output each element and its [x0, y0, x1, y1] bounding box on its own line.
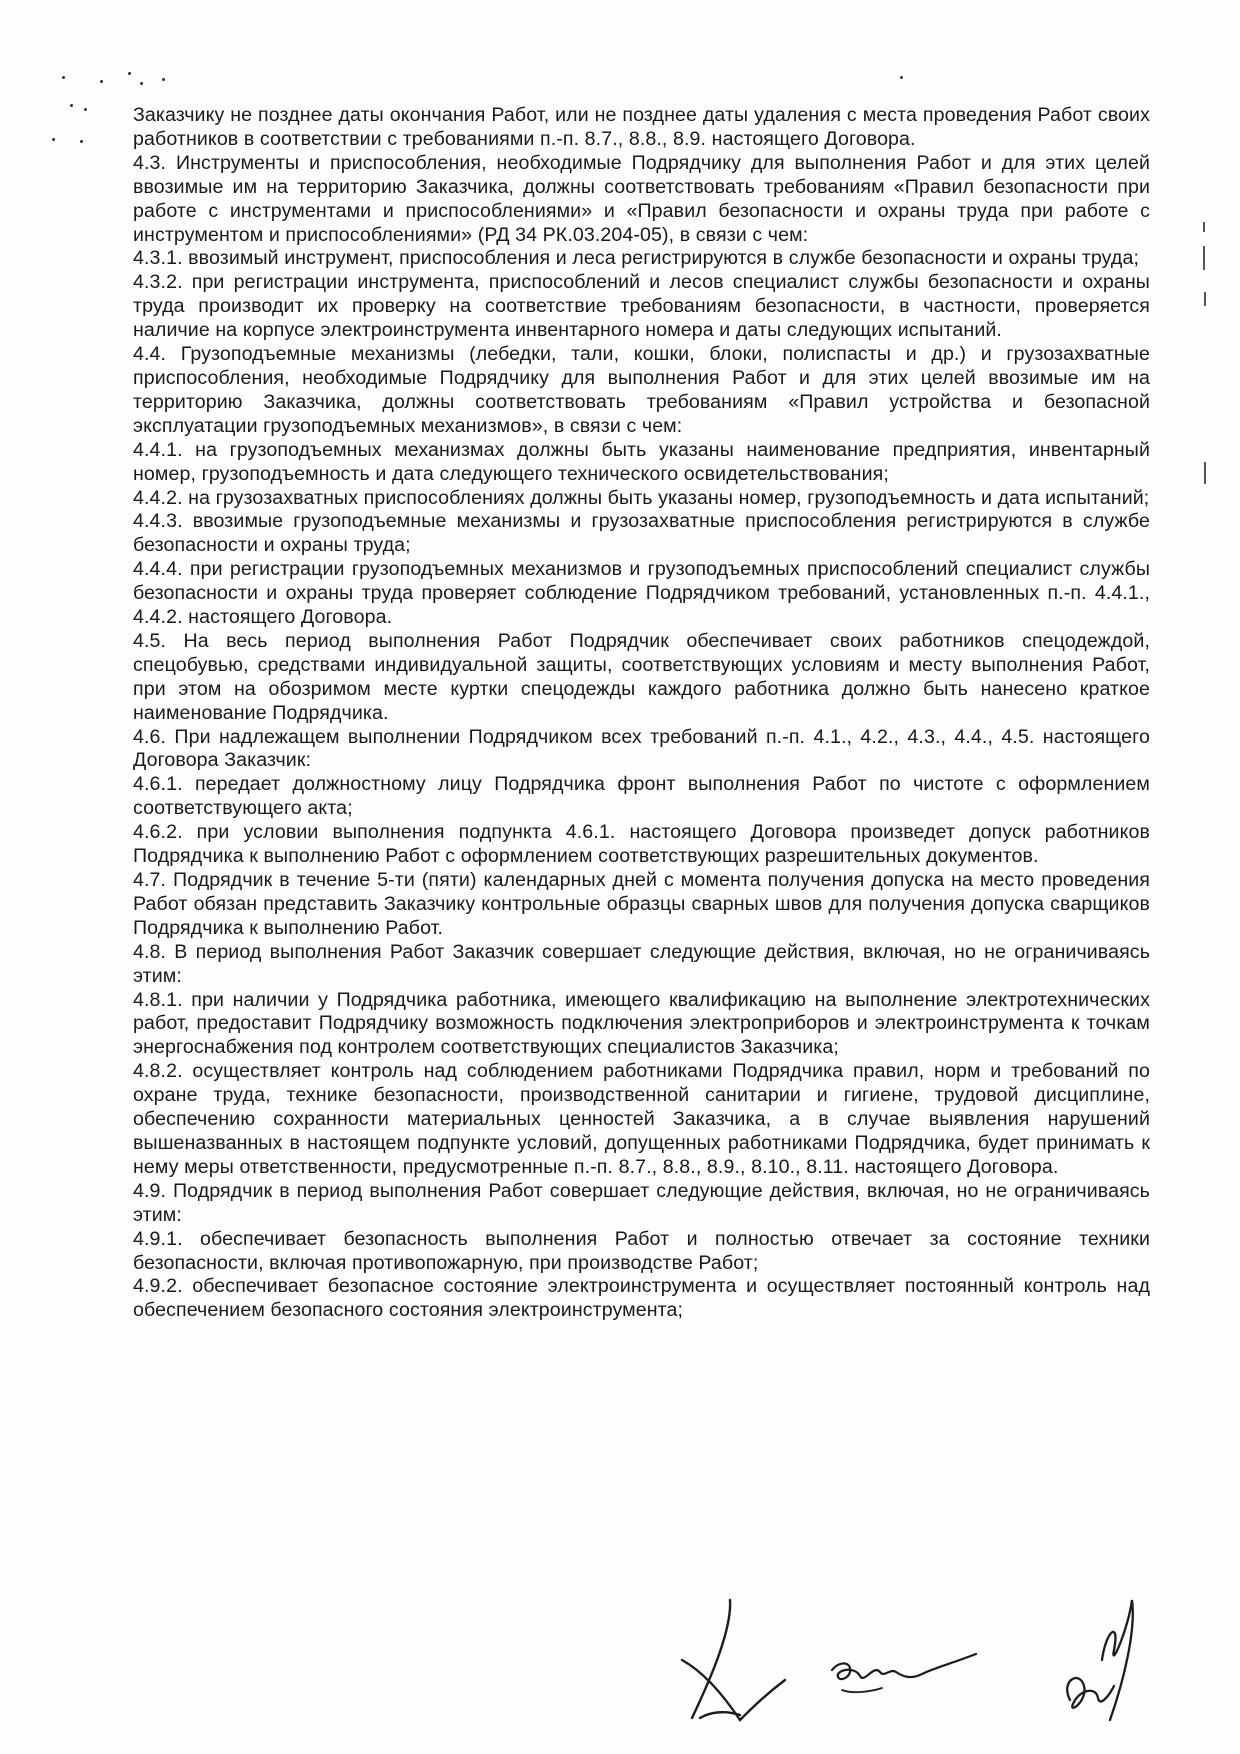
scan-speck [84, 108, 87, 111]
paragraph-4-8-1: 4.8.1. при наличии у Подрядчика работника, имеющего квалификацию на выполнение электротехнических работ, предоставит Подрядчику возможность подключения электроприборов и электроинструмента к точкам энергоснабжения под контролем соответствующих специалистов Заказчика; [133, 988, 1150, 1059]
scan-speck [52, 138, 55, 141]
paragraph-4-4-3: 4.4.3. ввозимые грузоподъемные механизмы и грузозахватные приспособления регистрируются в службе безопасности и охраны труда; [133, 510, 1150, 557]
margin-mark [1203, 222, 1205, 232]
signatures-area [640, 1590, 1180, 1740]
signature [830, 1650, 980, 1710]
scan-speck [140, 82, 143, 85]
paragraph-4-9-1: 4.9.1. обеспечивает безопасность выполнения Работ и полностью отвечает за состояние техники безопасности, включая противопожарную, при производстве Работ; [133, 1227, 1150, 1274]
scan-speck [70, 104, 73, 107]
paragraph-4-9: 4.9. Подрядчик в период выполнения Работ совершает следующие действия, включая, но не ограничиваясь этим: [133, 1179, 1150, 1226]
document-body [133, 104, 1150, 1323]
paragraph-4-6-1: 4.6.1. передает должностному лицу Подрядчика фронт выполнения Работ по чистоте с оформлением соответствующего акта; [133, 773, 1150, 820]
margin-mark [1204, 462, 1206, 484]
paragraph-4-6-2: 4.6.2. при условии выполнения подпункта 4.6.1. настоящего Договора произведет допуск работников Подрядчика к выполнению Работ с оформлением соответствующих разрешительных документов. [133, 821, 1150, 868]
paragraph-4-3-1: 4.3.1. ввозимый инструмент, приспособления и леса регистрируются в службе безопасности и охраны труда; [133, 247, 1139, 270]
paragraph-4-8: 4.8. В период выполнения Работ Заказчик совершает следующие действия, включая, но не ограничиваясь этим: [133, 940, 1150, 987]
paragraph-4-7: 4.7. Подрядчик в течение 5-ти (пяти) календарных дней с момента получения допуска на место проведения Работ обязан представить Заказчику контрольные образцы сварных швов для получения допуска сварщиков Подрядчика к выполнению Работ. [133, 869, 1150, 939]
paragraph-4-9-2: 4.9.2. обеспечивает безопасное состояние электроинструмента и осуществляет постоянный контроль над обеспечением безопасного состояния электроинструмента; [133, 1275, 1150, 1322]
scan-speck [80, 140, 83, 143]
paragraph-4-4-2: 4.4.2. на грузозахватных приспособлениях должны быть указаны номер, грузоподъемность и дата испытаний; [133, 486, 1150, 509]
paragraph-4-6: 4.6. При надлежащем выполнении Подрядчиком всех требований п.-п. 4.1., 4.2., 4.3., 4.4., 4.5. настоящего Договора Заказчик: [133, 725, 1150, 772]
paragraph-4-8-2: 4.8.2. осуществляет контроль над соблюдением работниками Подрядчика правил, норм и требований по охране труда, технике безопасности, производственной санитарии и гигиене, трудовой дисциплине, обеспечению сохранности материальных ценностей Заказчика, а в случае выявления нарушений вышеназванных в настоящем подпункте условий, допущенных работниками Подрядчика, будет принимать к нему меры ответственности, предусмотренные п.-п. 8.7., 8.8., 8.9., 8.10., 8.11. настоящего Договора. [133, 1060, 1150, 1178]
paragraph-4-3: 4.3. Инструменты и приспособления, необходимые Подрядчику для выполнения Работ и для этих целей ввозимые им на территорию Заказчика, должны соответствовать требованиям «Правил безопасности при работе с инструментами и приспособлениями» и «Правил безопасности и охраны труда при работе с инструментом и приспособлениями» (РД 34 РК.03.204-05), в связи с чем: [133, 151, 1150, 246]
paragraph: Заказчику не позднее даты окончания Работ, или не позднее даты удаления с места проведения Работ своих работников в соответствии с требованиями п.-п. 8.7., 8.8., 8.9. настоящего Договора. [133, 104, 1150, 150]
scan-speck [128, 72, 131, 75]
paragraph-4-4-4: 4.4.4. при регистрации грузоподъемных механизмов и грузоподъемных приспособлений специалист службы безопасности и охраны труда проверяет соблюдение Подрядчиком требований, установленных п.-п. 4.4.1., 4.4.2. настоящего Договора. [133, 558, 1150, 629]
scan-speck [162, 78, 165, 81]
margin-mark [1203, 246, 1205, 270]
margin-mark [1204, 292, 1206, 306]
paragraph-4-4: 4.4. Грузоподъемные механизмы (лебедки, тали, кошки, блоки, полиспасты и др.) и грузозахватные приспособления, необходимые Подрядчику для выполнения Работ и для этих целей ввозимые им на территорию Заказчика, должны соответствовать требованиям «Правил устройства и безопасной эксплуатации грузоподъемных механизмов», в связи с чем: [133, 343, 1150, 437]
signature [680, 1600, 790, 1730]
paragraph-4-5: 4.5. На весь период выполнения Работ Подрядчик обеспечивает своих работников спецодеждой, спецобувью, средствами индивидуальной защиты, соответствующих условиям и месту выполнения Работ, при этом на обозримом месте куртки спецодежды каждого работника должно быть нанесено краткое наименование Подрядчика. [133, 629, 1150, 724]
paragraph-4-3-2: 4.3.2. при регистрации инструмента, приспособлений и лесов специалист службы безопасности и охраны труда производит их проверку на соответствие требованиям безопасности, в частности, проверяется наличие на корпусе электроинструмента инвентарного номера и даты следующих испытаний. [133, 271, 1150, 342]
scan-speck [900, 76, 903, 79]
paragraph-4-4-1: 4.4.1. на грузоподъемных механизмах должны быть указаны наименование предприятия, инвентарный номер, грузоподъемность и дата следующего технического освидетельствования; [133, 438, 1150, 485]
scan-speck [62, 76, 65, 79]
scan-speck [100, 80, 103, 83]
signature [1040, 1590, 1160, 1730]
